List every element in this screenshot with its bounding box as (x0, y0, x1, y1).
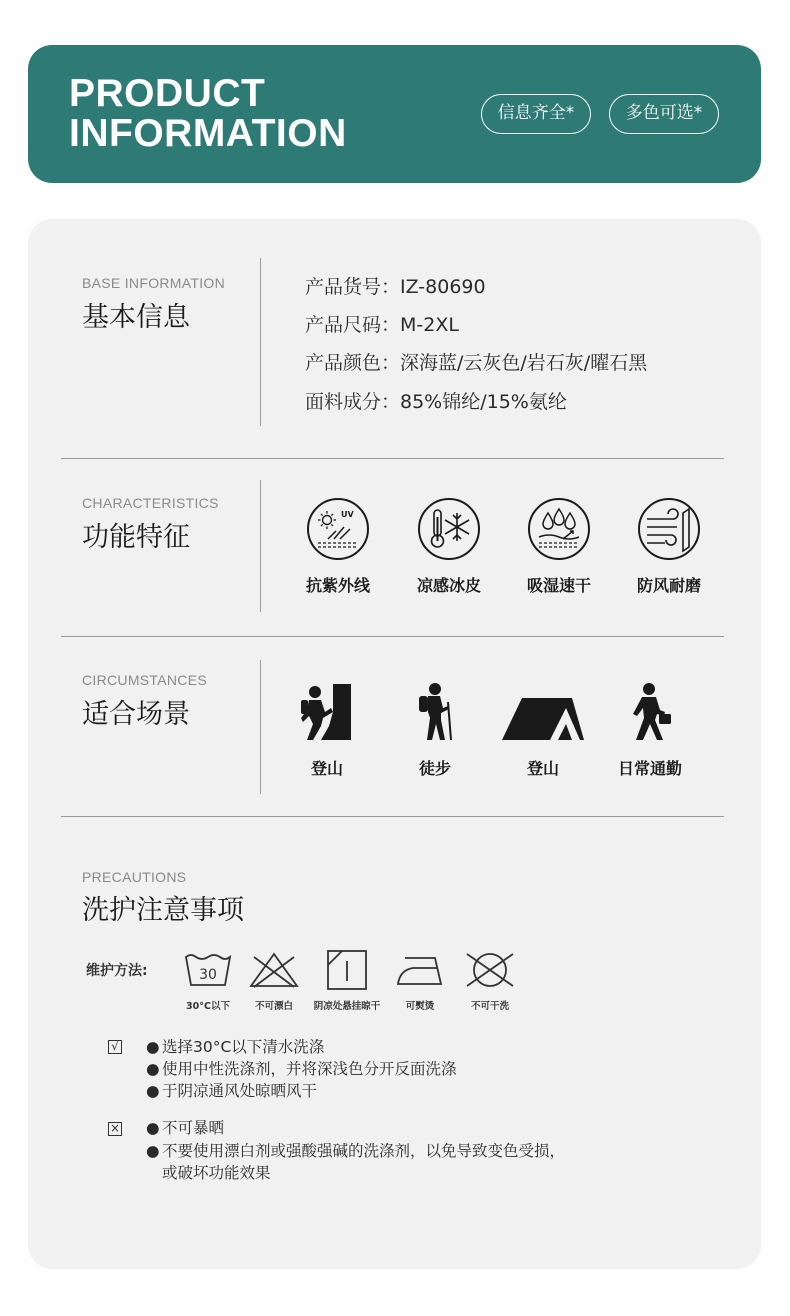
quick-dry-icon (527, 497, 591, 561)
scene-hiking (385, 682, 485, 779)
info-size: 产品尺码：M-2XL (305, 314, 459, 336)
wash-30-icon (183, 951, 233, 989)
scene-label: 徒步 (418, 759, 451, 778)
note-dont-2: ● 不要使用漂白剂或强酸强碱的洗涤剂，以免导致变色受损， (146, 1142, 566, 1160)
base-section-en: BASE INFORMATION (82, 275, 225, 291)
multi-color-badge: 多色可选* (609, 94, 719, 134)
info-color: 产品颜色：深海蓝/云灰色/岩石灰/曜石黑 (305, 352, 648, 374)
commute-icon (627, 682, 673, 742)
windproof-icon (637, 497, 701, 561)
characteristics-section-title: 功能特征 (82, 522, 190, 553)
info-sku: 产品货号：IZ-80690 (305, 276, 486, 298)
page-title (69, 74, 347, 154)
scene-camping (493, 682, 593, 779)
care-caption: 不可漂白 (254, 1001, 293, 1012)
precautions-section-en: PRECAUTIONS (82, 869, 187, 885)
feature-uv (288, 497, 388, 596)
circumstances-section-title: 适合场景 (82, 699, 190, 730)
care-method-label: 维护方法: (86, 963, 148, 979)
care-no-dry-clean (445, 948, 535, 1012)
scene-label: 日常通勤 (617, 759, 682, 778)
care-caption: 可熨烫 (405, 1001, 435, 1012)
cooling-icon (417, 497, 481, 561)
scene-label: 登山 (526, 759, 559, 778)
title-line-product: PRODUCT (69, 72, 266, 115)
no-bleach-icon (248, 951, 300, 989)
precautions-section-title: 洗护注意事项 (82, 895, 244, 926)
note-dont-2-cont: 或破坏功能效果 (162, 1164, 271, 1182)
feature-label: 凉感冰皮 (416, 576, 481, 595)
svg-text:30: 30 (199, 967, 217, 983)
header-banner (28, 45, 761, 183)
divider-horizontal (61, 458, 724, 459)
feature-label: 抗紫外线 (305, 576, 370, 595)
iron-icon (395, 952, 445, 988)
tent-icon (500, 692, 586, 742)
divider-horizontal (61, 636, 724, 637)
scene-climbing (277, 682, 377, 779)
climbing-icon (299, 682, 355, 742)
feature-cooling (399, 497, 499, 596)
feature-windproof (619, 497, 719, 596)
title-line-information: INFORMATION (69, 112, 347, 155)
checkbox-do-icon: √ (108, 1040, 122, 1054)
divider-horizontal (61, 816, 724, 817)
note-do-1: ● 选择30°C以下清水洗涤 (146, 1038, 325, 1056)
uv-protection-icon (306, 497, 370, 561)
svg-text:UV: UV (341, 510, 354, 519)
divider-vertical (260, 258, 261, 426)
feature-label: 吸湿速干 (526, 576, 591, 595)
circumstances-section-en: CIRCUMSTANCES (82, 672, 207, 688)
divider-vertical (260, 660, 261, 794)
drip-dry-shade-icon (326, 949, 368, 991)
info-complete-badge: 信息齐全* (481, 94, 591, 134)
note-do-2: ● 使用中性洗涤剂，并将深浅色分开反面洗涤 (146, 1060, 457, 1078)
feature-label: 防风耐磨 (636, 576, 701, 595)
care-caption: 不可干洗 (470, 1001, 509, 1012)
characteristics-section-en: CHARACTERISTICS (82, 495, 219, 511)
note-do-3: ● 于阴凉通风处晾晒风干 (146, 1082, 318, 1100)
scene-commute (600, 682, 700, 779)
hiking-icon (415, 682, 455, 742)
care-caption: 阴凉处悬挂晾干 (313, 1001, 381, 1012)
base-section-title: 基本信息 (82, 302, 190, 333)
care-caption: 30°C以下 (186, 1001, 230, 1012)
checkbox-dont-icon: × (109, 1121, 121, 1135)
feature-quick-dry (509, 497, 609, 596)
note-dont-1: ● 不可暴晒 (146, 1119, 225, 1137)
scene-label: 登山 (310, 759, 343, 778)
info-fabric: 面料成分：85%锦纶/15%氨纶 (305, 391, 567, 413)
no-dry-clean-icon (463, 950, 517, 990)
divider-vertical (260, 480, 261, 612)
